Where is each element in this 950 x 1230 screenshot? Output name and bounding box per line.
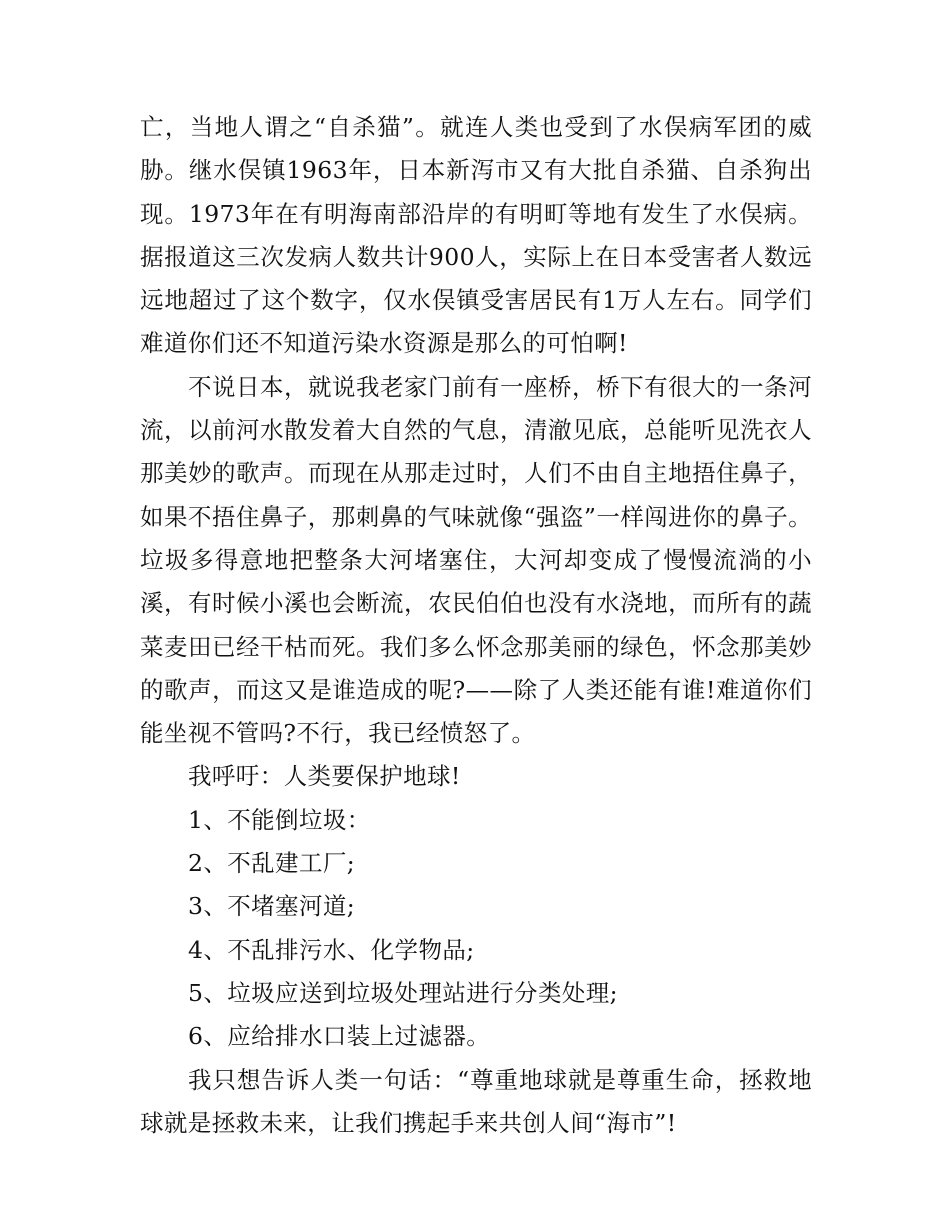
paragraph-closing: 我只想告诉人类一句话：“尊重地球就是尊重生命，拯救地球就是拯救未来，让我们携起手来共创人间“海市”! [140,1065,812,1137]
list-item-1: 1、不能倒垃圾： [188,805,371,834]
paragraph-appeal: 我呼吁：人类要保护地球! [188,762,461,791]
list-item-2: 2、不乱建工厂; [188,849,356,878]
paragraph-hometown-river: 不说日本，就说我老家门前有一座桥，桥下有很大的一条河流，以前河水散发着大自然的气息，清澈见底，总能听见洗衣人那美妙的歌声。而现在从那走过时，人们不由自主地捂住鼻子，如果不捂住鼻子，那刺鼻的气味就像“强盗”一样闯进你的鼻子。垃圾多得意地把整条大河堵塞住，大河却变成了慢慢流淌的小溪，有时候小溪也会断流，农民伯伯也没有水浇地，而所有的蔬菜麦田已经干枯而死。我们多么怀念那美丽的绿色，怀念那美妙的歌声，而这又是谁造成的呢?——除了人类还能有谁!难道你们能坐视不管吗?不行，我已经愤怒了。 [140,372,812,748]
document-page [140,106,812,1145]
list-item-3: 3、不堵塞河道; [188,892,356,921]
paragraph-minamata-disease: 亡，当地人谓之“自杀猫”。就连人类也受到了水俣病军团的威胁。继水俣镇1963年，日本新泻市又有大批自杀猫、自杀狗出现。1973年在有明海南部沿岸的有明町等地有发生了水俣病。据报道这三次发病人数共计900人，实际上在日本受害者人数远远地超过了这个数字，仅水俣镇受害居民有1万人左右。同学们难道你们还不知道污染水资源是那么的可怕啊! [140,113,812,358]
list-item-4: 4、不乱排污水、化学物品; [188,935,475,964]
list-item-6: 6、应给排水口装上过滤器。 [188,1022,491,1051]
list-item-5: 5、垃圾应送到垃圾处理站进行分类处理; [188,978,618,1007]
